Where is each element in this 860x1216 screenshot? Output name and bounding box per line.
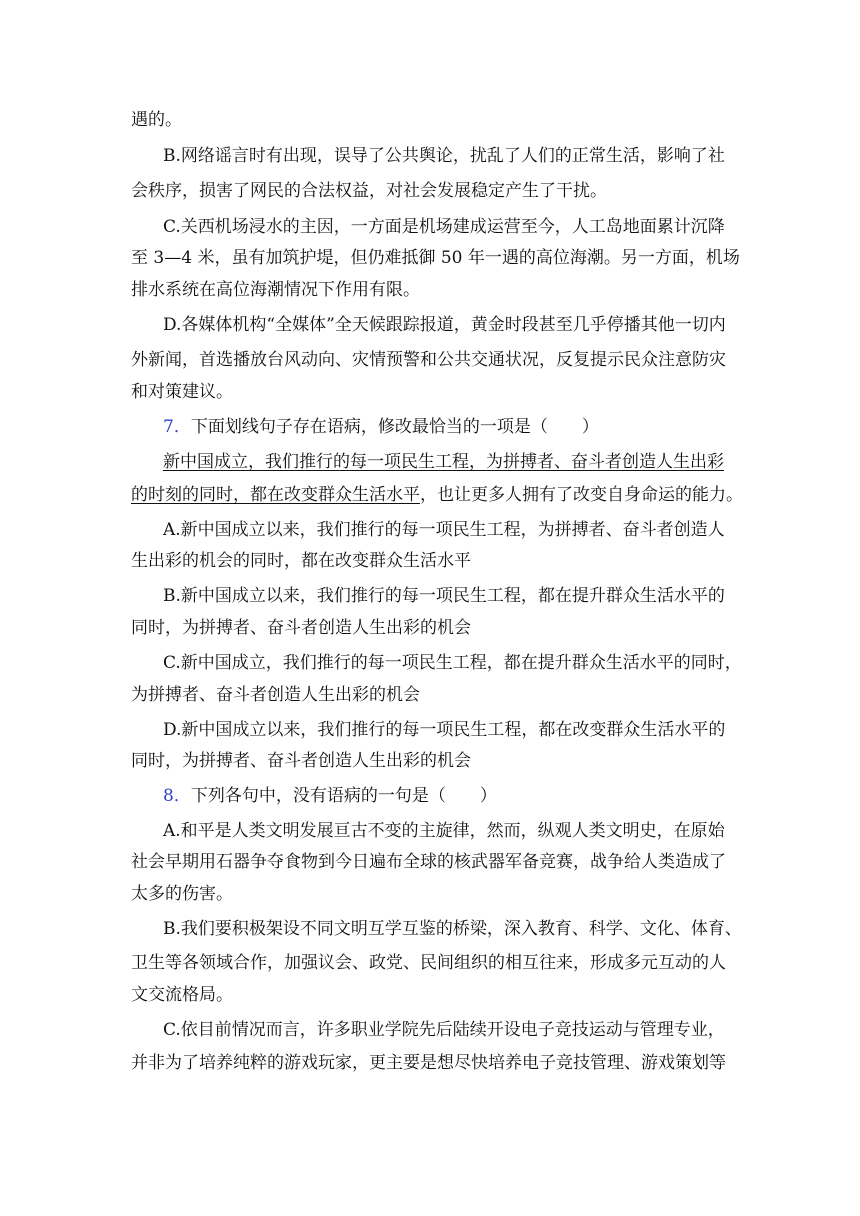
option-b-cont: 文交流格局。: [131, 985, 233, 1005]
text-line: C.关西机场浸水的主因，一方面是机场建成运营至今，人工岛地面累计沉降: [163, 217, 725, 237]
underlined-sentence: 新中国成立，我们推行的每一项民生工程，为拼搏者、奋斗者创造人生出彩: [163, 452, 724, 472]
option-a-cont: 社会早期用石器争夺食物到今日遍布全球的核武器军备竞赛，战争给人类造成了: [131, 852, 726, 872]
text-line: 会秩序，损害了网民的合法权益，对社会发展稳定产生了干扰。: [131, 181, 607, 201]
option-b: B.我们要积极架设不同文明互学互鉴的桥梁，深入教育、科学、文化、体育、: [163, 919, 742, 939]
option-a: A.新中国成立以来，我们推行的每一项民生工程，为拼搏者、奋斗者创造人: [163, 520, 725, 540]
option-b-cont: 卫生等各领域合作，加强议会、政党、民间组织的相互往来，形成多元互动的人: [131, 953, 726, 973]
question-number: 7．: [163, 417, 191, 437]
text-line: 排水系统在高位海潮情况下作用有限。: [131, 280, 420, 300]
text-line: 和对策建议。: [131, 382, 233, 402]
text-line: D.各媒体机构“全媒体”全天候跟踪报道，黄金时段甚至几乎停播其他一切内: [163, 315, 726, 335]
option-b: B.新中国成立以来，我们推行的每一项民生工程，都在提升群众生活水平的: [163, 586, 725, 606]
text-line: 至 3—4 米，虽有加筑护堤，但仍难抵御 50 年一遇的高位海潮。另一方面，机场: [131, 248, 740, 268]
option-d: D.新中国成立以来，我们推行的每一项民生工程，都在改变群众生活水平的: [163, 720, 726, 740]
option-c-cont: 并非为了培养纯粹的游戏玩家，更主要是想尽快培养电子竞技管理、游戏策划等: [131, 1053, 726, 1073]
underlined-sentence: 的时刻的同时，都在改变群众生活水平: [131, 485, 420, 505]
option-b-cont: 同时，为拼搏者、奋斗者创造人生出彩的机会: [131, 618, 471, 638]
underlined-passage-line: [163, 451, 860, 473]
option-a-cont: 太多的伤害。: [131, 884, 233, 904]
question-8-stem: [163, 785, 860, 807]
question-7-stem: [163, 416, 860, 438]
question-number: 8．: [163, 786, 191, 806]
text-line: 遇的。: [131, 110, 182, 130]
question-text: 下面划线句子存在语病，修改最恰当的一项是（ ）: [190, 417, 599, 437]
text-line: B.网络谣言时有出现，误导了公共舆论，扰乱了人们的正常生活，影响了社: [163, 146, 725, 166]
passage-line: [131, 484, 860, 506]
text-line: 外新闻，首选播放台风动向、灾情预警和公共交通状况，反复提示民众注意防灾: [131, 350, 726, 370]
option-c-cont: 为拼搏者、奋斗者创造人生出彩的机会: [131, 685, 420, 705]
option-a-cont: 生出彩的机会的同时，都在改变群众生活水平: [131, 551, 471, 571]
option-c: C.依目前情况而言，许多职业学院先后陆续开设电子竞技运动与管理专业，: [163, 1020, 725, 1040]
option-d-cont: 同时，为拼搏者、奋斗者创造人生出彩的机会: [131, 751, 471, 771]
option-c: C.新中国成立，我们推行的每一项民生工程，都在提升群众生活水平的同时，: [163, 653, 742, 673]
option-a: A.和平是人类文明发展亘古不变的主旋律，然而，纵观人类文明史，在原始: [163, 821, 725, 841]
question-text: 下列各句中，没有语病的一句是（ ）: [190, 786, 497, 806]
passage-text: ，也让更多人拥有了改变自身命运的能力。: [420, 485, 743, 505]
